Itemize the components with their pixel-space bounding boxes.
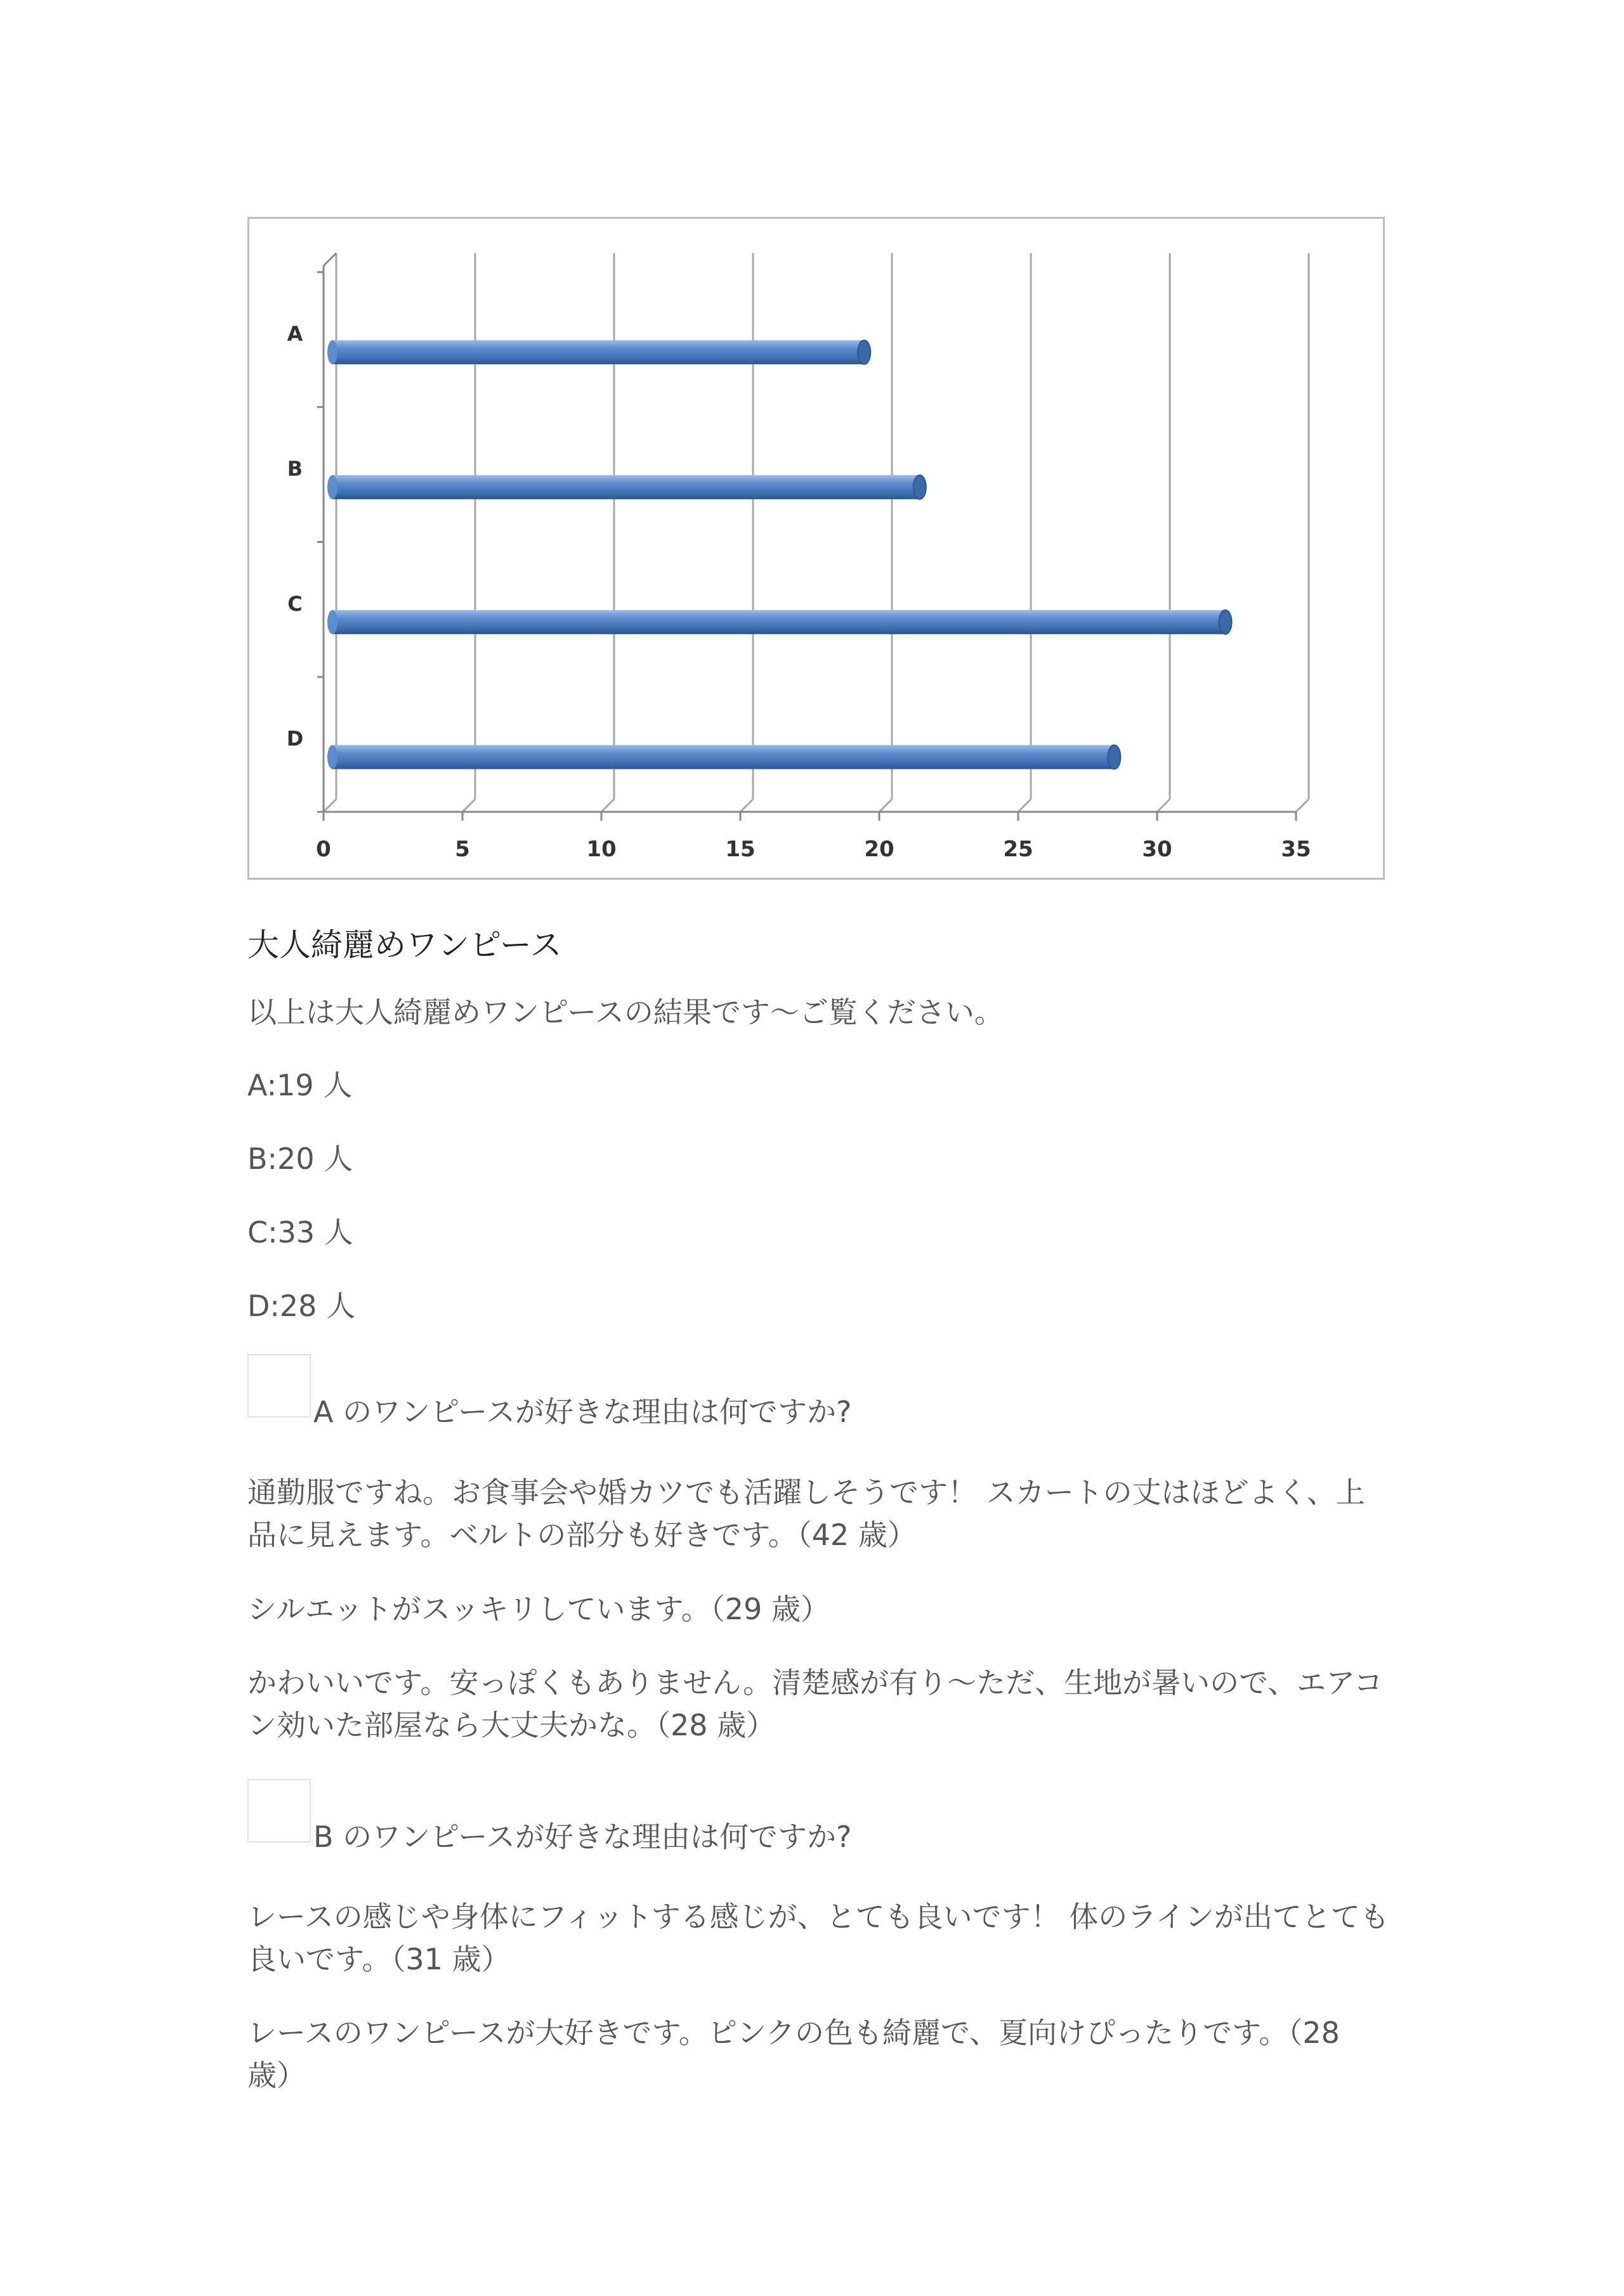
bar-end-cap [858, 340, 870, 364]
question-b: B のワンピースが好きな理由は何ですか? [313, 1820, 852, 1854]
answer-b-2: レースのワンピースが大好きです。ピンクの色も綺麗で、夏向けぴったりです。（28 歳） [247, 2016, 1340, 2092]
x-tick-label: 35 [1281, 837, 1311, 862]
bar-start-cap [327, 340, 337, 364]
y-category-label: A [287, 322, 303, 346]
bar-end-cap [1219, 610, 1232, 634]
grid-floor-line [740, 799, 753, 812]
answer-a-2: シルエットがスッキリしています。（29 歳） [247, 1592, 830, 1626]
result-c: C:33 人 [247, 1215, 353, 1249]
image-placeholder-a [247, 1354, 311, 1418]
grid-floor-line [462, 799, 475, 812]
grid-floor-line [879, 799, 892, 812]
grid-floor-line [324, 799, 336, 812]
bar-start-cap [327, 610, 337, 634]
x-tick-label: 5 [455, 837, 470, 862]
x-tick-label: 0 [316, 837, 331, 862]
question-a: A のワンピースが好きな理由は何ですか? [313, 1395, 852, 1429]
bar-B [327, 475, 926, 499]
grid-floor-line [1018, 799, 1031, 812]
x-tick-label: 10 [586, 837, 617, 862]
answer-b-1: レースの感じや身体にフィットする感じが、とても良いです！ 体のラインが出てとても良いです。（31 歳） [247, 1900, 1389, 1976]
bar-body [332, 610, 1226, 634]
grid-floor-line [601, 799, 614, 812]
bar-body [332, 475, 920, 499]
x-tick-label: 30 [1142, 837, 1172, 862]
result-d: D:28 人 [247, 1289, 356, 1323]
bar-start-cap [327, 475, 337, 499]
bar-chart-canvas [249, 219, 1383, 878]
y-category-label: C [287, 591, 303, 616]
answer-a-1: 通勤服ですね。お食事会や婚カツでも活躍しそうです！ スカートの丈はほどよく、上品に見えます。ベルトの部分も好きです。（42 歳） [247, 1475, 1365, 1552]
bar-body [332, 340, 864, 364]
y-category-label: D [286, 726, 304, 751]
section-heading: 大人綺麗めワンピース [247, 927, 562, 963]
grid-floor-line [1296, 799, 1309, 812]
result-a: A:19 人 [247, 1068, 353, 1102]
bar-end-cap [914, 475, 926, 499]
bar-chart [247, 217, 1385, 880]
bar-A [327, 340, 870, 364]
result-b: B:20 人 [247, 1142, 353, 1176]
x-tick-label: 20 [864, 837, 894, 862]
bar-D [327, 745, 1120, 769]
x-tick-label: 15 [725, 837, 756, 862]
y-axis-top [324, 253, 336, 266]
x-tick-label: 25 [1003, 837, 1033, 862]
answer-a-3: かわいいです。安っぽくもありません。清楚感が有り～ただ、生地が暑いので、エアコン効いた部屋なら大丈夫かな。（28 歳） [247, 1666, 1383, 1742]
grid-floor-line [1157, 799, 1170, 812]
intro-text: 以上は大人綺麗めワンピースの結果です～ご覧ください。 [247, 995, 1004, 1029]
image-placeholder-b [247, 1779, 311, 1843]
bar-end-cap [1108, 745, 1120, 769]
bar-body [332, 745, 1114, 769]
bar-C [327, 610, 1232, 634]
y-category-label: B [287, 457, 303, 481]
bar-start-cap [327, 745, 337, 769]
